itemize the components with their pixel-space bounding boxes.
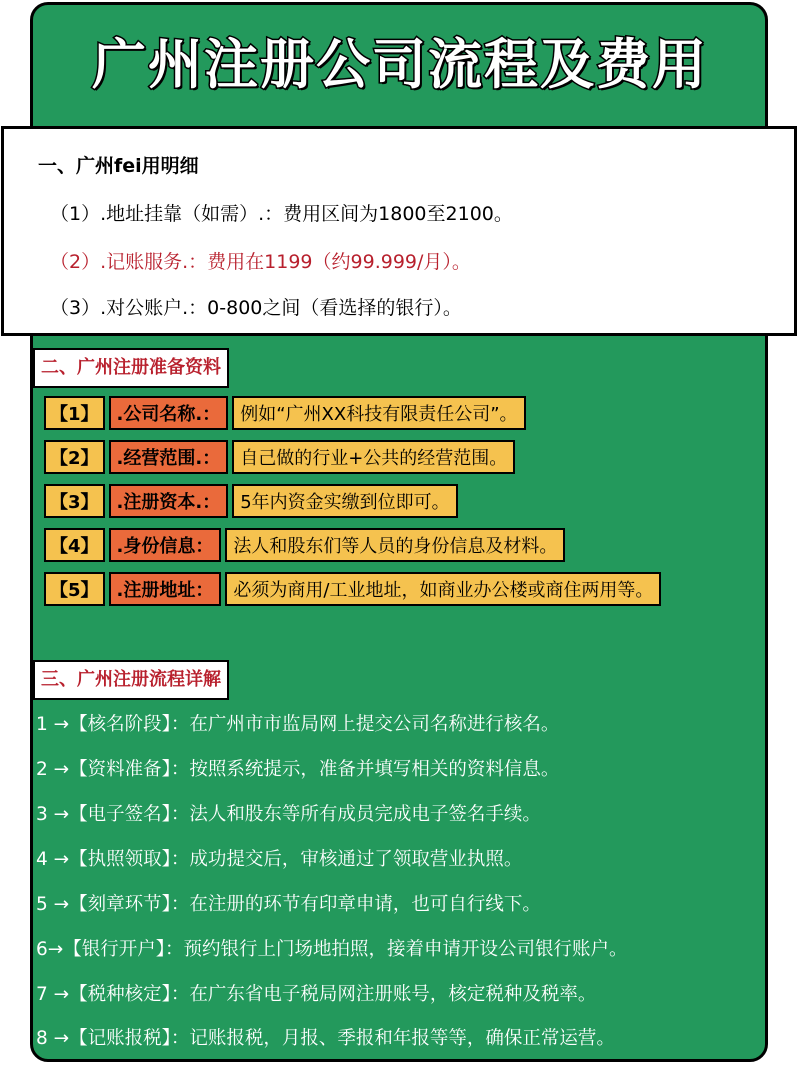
requirement-row [44,484,462,518]
process-step: 3 →【电子签名】：法人和股东等所有成员完成电子签名手续。 [36,804,541,825]
fee-item-bank-account: （3）.对公账户.：0-800之间（看选择的银行）。 [50,297,462,319]
requirement-label: .身份信息： [109,528,222,562]
requirement-row [44,396,530,430]
requirement-number: 【1】 [44,396,105,430]
requirements-heading: 二、广州注册准备资料 [33,348,229,388]
requirement-number: 【5】 [44,572,105,606]
requirement-row [44,572,665,606]
process-step: 1 →【核名阶段】：在广州市市监局网上提交公司名称进行核名。 [36,714,560,735]
fee-item-bookkeeping: （2）.记账服务.：费用在1199（约99.999/月）。 [50,251,471,273]
requirement-label: .注册资本.： [109,484,229,518]
requirement-label: .注册地址： [109,572,222,606]
fee-details-panel [1,126,797,336]
requirement-row [44,440,519,474]
requirement-row [44,528,569,562]
process-step: 4 →【执照领取】：成功提交后，审核通过了领取营业执照。 [36,849,523,870]
process-heading: 三、广州注册流程详解 [33,660,229,700]
requirement-label: .经营范围.： [109,440,229,474]
requirement-description: 自己做的行业+公共的经营范围。 [232,440,515,474]
process-step: 6→【银行开户】：预约银行上门场地拍照，接着申请开设公司银行账户。 [36,939,628,960]
requirement-number: 【4】 [44,528,105,562]
requirement-label: .公司名称.： [109,396,229,430]
process-step: 5 →【刻章环节】：在注册的环节有印章申请，也可自行线下。 [36,894,541,915]
process-step: 7 →【税种核定】：在广东省电子税局网注册账号，核定税种及税率。 [36,984,597,1005]
fee-item-address: （1）.地址挂靠（如需）.：费用区间为1800至2100。 [50,203,513,225]
requirement-number: 【2】 [44,440,105,474]
requirement-description: 必须为商用/工业地址，如商业办公楼或商住两用等。 [225,572,661,606]
process-step: 2 →【资料准备】：按照系统提示，准备并填写相关的资料信息。 [36,759,560,780]
requirement-description: 例如“广州XX科技有限责任公司”。 [232,396,525,430]
process-step: 8 →【记账报税】：记账报税，月报、季报和年报等等，确保正常运营。 [36,1028,615,1049]
requirement-description: 法人和股东们等人员的身份信息及材料。 [225,528,565,562]
requirement-number: 【3】 [44,484,105,518]
poster-title: 广州注册公司流程及费用 [92,33,708,96]
fee-details-heading: 一、广州fei用明细 [38,155,199,177]
requirement-description: 5年内资金实缴到位即可。 [232,484,457,518]
